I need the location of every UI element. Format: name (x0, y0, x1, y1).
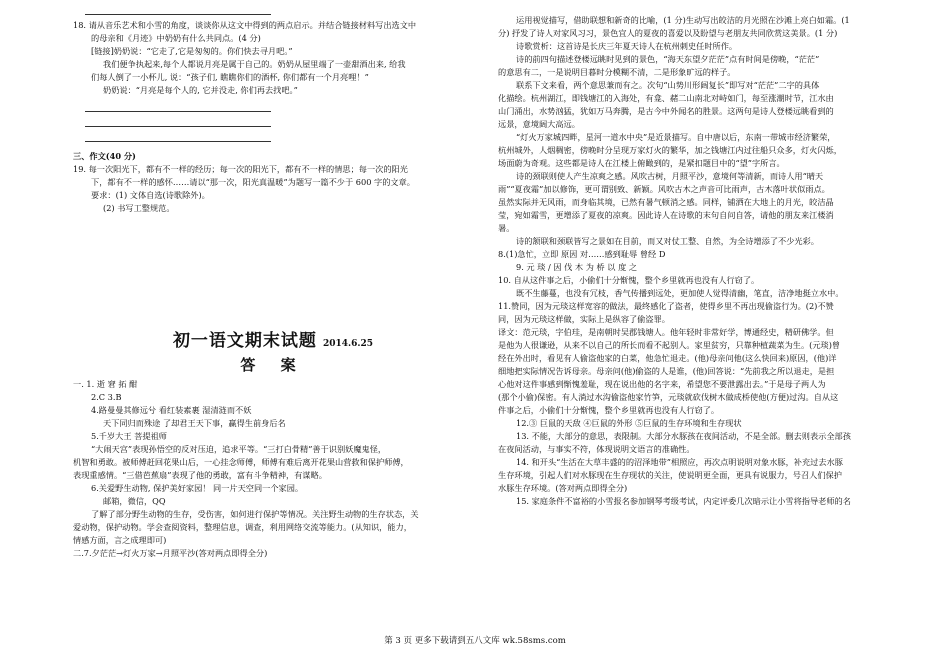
answer-text-line: 联系下文来看，两个意思兼而有之。次句“山势川形阔复长”即写对“茫茫”二字的具体 (516, 80, 820, 90)
answer-heading: 答 案 (240, 356, 306, 374)
answer-text-line: 山门涌出，水势汹猛，犹如万马奔腾，是古今中外闻名的胜景。这两句是诗人登楼远眺看到的 (498, 106, 834, 116)
answer-text-line: 诗的颈联则使人产生凉爽之感。风吹古树，月照平沙，意境何等清新，而诗人用“晴天 (516, 171, 824, 181)
answer-text-line: 虽然实际并无风雨，而身临其境，已然有暑气顿消之感。同样，铺洒在大地上的月光，皎洁晶 (498, 197, 834, 207)
answer-text-line: 场面蔚为奇观。这些都是诗人在江楼上俯瞰到的，是紧扣题目中的“望”字所言。 (498, 158, 785, 168)
answer-text-line: 既不生藤蔓，也没有冗枝，香气传播到远处，更加使人觉得清幽，笔直，洁净地挺立水中。 (516, 288, 844, 298)
answer-line-text: 2.C 3.B (91, 392, 122, 402)
answer-text-line: 同，因为元琰这样做，实际上是纵容了偷盗罪。 (498, 314, 670, 324)
answer-line (85, 14, 271, 15)
answer-text-line: 在夜间活动，与事实不符，体现说明文语言的准确性。 (498, 444, 695, 454)
q19-requirement1: 要求：(1) 文体自选(诗歌除外)。 (91, 190, 210, 200)
page-footer: 第 3 页 更多下载请到五八文库 wk.58sms.com (384, 636, 566, 646)
answer-text-line: 杭州城外，人烟稠密，傍晚时分呈现万家灯火的繁华，加之钱塘江内过往船只众多，灯火闪烁， (498, 145, 842, 155)
q18-link-line2: 我们便争执起来,每个人都说月亮是属于自己的。奶奶从屋里端了一壶甜酒出来, 给我 (103, 59, 406, 69)
answer-text-line: 译文：范元琰，字伯珪，是南朝时吴郡钱塘人。他年轻时非常好学，博通经史，精研佛学。但 (498, 327, 834, 337)
q19-requirement2: (2) 书写工整规范。 (103, 203, 175, 213)
answer-text-line: 10. 自从这件事之后，小偷们十分惭愧，整个乡里就再也没有人行窃了。 (498, 275, 760, 285)
answer-text-line: 的意思有二，一是说明目暮时分模糊不清，二是形象旷远的样子。 (498, 67, 736, 77)
q19-line2: 下，都有不一样的感怀……请以“那一次，阳光真温暖”为题写一篇不少于 600 字的文章。 (91, 177, 415, 187)
answer-line-text: 爱动物，保护动物。学会查阅资料，整理信息，调查，利用网络交流等能力。(从知识，能力， (73, 522, 412, 532)
answer-text-line: 13. 不能，大部分的意思，表限制。大部分水豚孩在夜间活动，不是全部。删去则表示全部孩 (516, 431, 851, 441)
answer-text-line: 雨”“夏夜霜”加以修饰，更可谓别致、新颖。风吹古木之声音可比雨声，古木落叶状似雨点。 (498, 184, 830, 194)
right-column (498, 14, 888, 508)
answer-list (73, 378, 473, 560)
answer-line-text: 了解了部分野生动物的生存，受伤害，如何进行保护等情况。关注野生动物的生存状态，关 (91, 509, 419, 519)
exam-date: 2014.6.25 (322, 339, 374, 349)
answer-text-line: 莹，宛如霜雪，更增添了夏夜的凉爽。因此诗人在诗歌的末句自问自答，请他的朋友来江楼消 (498, 210, 834, 220)
answer-text-line: 运用视觉描写，借助联想和新奇的比喻，(1 分)生动写出皎洁的月光照在沙滩上亮白如霜。(1 (516, 15, 850, 25)
answer-line-text: 机智和勇敢。被师傅赶回花果山后，一心挂念师傅，师傅有难后离开花果山营救和保护师傅， (73, 457, 409, 467)
answer-line-text: 表现重感情。“三借芭蕉扇”表现了他的勇敢，富有斗争精神，有谋略。 (73, 470, 327, 480)
answer-text-line: 是他为人很谦逊，从来不以自己的所长而看不起别人。家里贫穷，只靠种植蔬菜为生。(元琰)曾 (498, 340, 841, 350)
answer-line-text: 天下同归而殊途 了却君王天下事，赢得生前身后名 (103, 418, 286, 428)
q18-stem-line2: 的母亲和《月迹》中奶奶有什么共同点。(4 分) (91, 33, 261, 43)
answer-text-line: 诗歌赏析：这首诗是长庆三年夏天诗人在杭州刺史任时所作。 (516, 41, 738, 51)
answer-text-line: 暑。 (498, 223, 515, 233)
exam-title-block (73, 331, 473, 374)
answer-line-text: 二.7.夕茫茫→灯火万家→月照平沙(答对两点即得全分) (73, 548, 268, 558)
answer-line (85, 103, 271, 112)
answer-text-line: 生存环境，引起人们对水豚现在生存现状的关注，使说明更全面，更具有说服力，号召人们保护 (498, 470, 842, 480)
answer-line-text: 5.千岁大王 菩提祖师 (91, 431, 167, 441)
answer-text-line: 化描绘。杭州湖江，即钱塘江的入海处，有龛、赭二山南北对峙如门，每至涨潮时节，江水由 (498, 93, 834, 103)
answer-text-line: 12.③ 巨鼠的天敌 ④巨鼠的外形 ⑤巨鼠的生存环境和生存现状 (516, 418, 742, 428)
answer-text-line: 远景，意境阔大高远。 (498, 119, 580, 129)
answer-text-line: (那个小偷)保密。有人淌过水沟偷盗他家竹笋，元琰就砍伐树木做成桥使他(方便)过沟。自从这 (498, 392, 839, 402)
answer-line-text: 一. 1. 逝 窘 拓 酣 (73, 379, 138, 389)
section-3-heading: 三、作文(40 分) (73, 151, 136, 161)
q18-stem-line1: 18. 请从音乐艺术和小雪的角度，谈谈你从这文中得到的两点启示。并结合链接材料写出选文中 (73, 20, 417, 30)
answer-text-line: 9. 元 琰 / 因 伐 木 为 桥 以 度 之 (516, 262, 638, 272)
answer-line-text: 情感方面，言之成理即可) (73, 535, 167, 545)
answer-line-text: 4.路曼曼其修远兮 看红装素裹 湿清涟而不妖 (91, 405, 252, 415)
answer-line-text: “大闹天宫”表现孙悟空的反对压迫，追求平等。“三打白骨精”善于识别妖魔鬼怪， (91, 444, 387, 454)
q18-link-line1: [链接]奶奶说：“它走了,它是匆匆的。你们快去寻月吧。” (91, 46, 293, 56)
answer-text-line: 件事之后，小偷们十分惭愧，整个乡里就再也没有人行窃了。 (498, 405, 720, 415)
answer-text-line: 诗的颔联和颈联皆写之景如在目前，而又对仗工整、自然，为全诗增添了不少光彩。 (516, 236, 819, 246)
q18-link-line4: 奶奶说：“月亮是每个人的, 它并没走, 你们再去找吧。” (103, 85, 298, 95)
answer-text-line: 诗的前四句描述登楼远眺时见到的景色，“海天东望夕茫茫”点有时间是傍晚，“茫茫” (516, 54, 820, 64)
answer-text-line: 水豚生存环境。(答对两点即得全分) (498, 483, 628, 493)
answer-line (85, 133, 271, 142)
answer-text-line: 11.赞同，因为元琰这样宽容的做法，最终感化了盗者，使得乡里不再出现偷盗行为。(2)不赞 (498, 301, 834, 311)
answer-text-line: 14. 和开头“生活在大草丰盛的的沼泽地带”相照应，再次点明说明对象水豚，补充过去水豚 (516, 457, 843, 467)
answer-line-text: 邮箱，微信，QQ (103, 496, 166, 506)
answer-line (85, 118, 271, 127)
exam-title: 初一语文期末试题 (172, 331, 317, 351)
q18-link-line3: 们每人倒了一小杯儿, 说：“孩子们, 瞧瞧你们的酒杯, 你们都有一个月亮哩！” (91, 72, 369, 82)
answer-text-line: 细地把实际情况告诉母亲。母亲问(他)偷盗的人是谁，(他)回答说：“先前我之所以退走，是担 (498, 366, 835, 376)
left-column (73, 14, 473, 560)
answer-text-line: 8.(1)急忙，立即 原因 对……感到耻辱 曾经 D (498, 249, 666, 259)
answer-line-text: 6.关爱野生动物, 保护美好家园！ 同一片天空同一个家园。 (91, 483, 304, 493)
answer-text-line: 15. 家庭条件不富裕的小雪报名参加钢琴考级考试，内定评委几次暗示让小雪将指导老师的名 (516, 496, 851, 506)
answer-text-line: 分) 抒发了诗人对家风习习，景色宜人的夏夜的喜爱以及盼望与老朋友共同欣赏这美景。(1 分) (498, 28, 838, 38)
answer-text-line: “灯火万家城四畔，星河一道水中央”是近景描写。自中唐以后，东南一带城市经济繁荣， (516, 132, 836, 142)
answer-text-line: 心他对这件事感到惭愧羞耻，现在说出他的名字来，希望您不要泄露出去。”于是母子两人为 (498, 379, 826, 389)
q19-line1: 19. 每一次阳光下，都有不一样的经历；每一次的阳光下，都有不一样的情思；每一次的阳光 (73, 164, 408, 174)
answer-text-line: 经在外出时，看见有人偷盗他家的白菜，他急忙退走。(他)母亲问他(这么快回来)原因，(他)详 (498, 353, 837, 363)
